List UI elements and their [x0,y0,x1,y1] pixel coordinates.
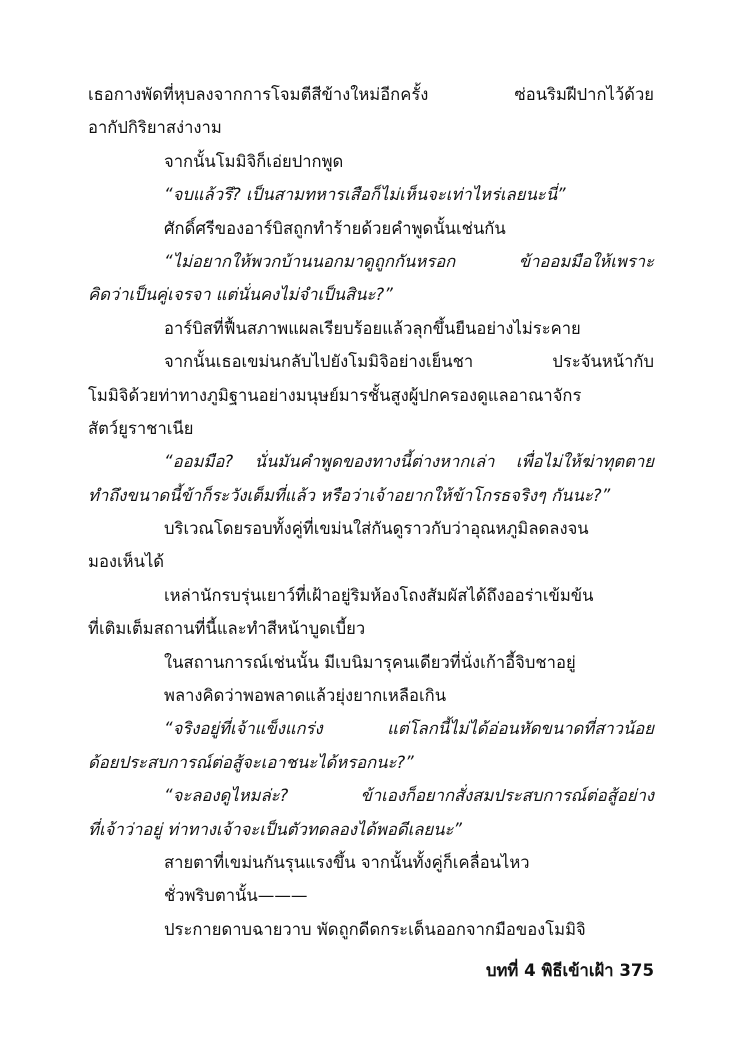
body-line: จากนั้นเธอเขม่นกลับไปยังโมมิจิอย่างเย็นชา ประจันหน้ากับ [164,352,654,372]
body-line: จากนั้นโมมิจิก็เอ่ยปากพูด [164,151,344,171]
page-body [88,78,654,946]
body-line: ประกายดาบฉายวาบ พัดถูกดีดกระเด็นออกจากมือของโมมิจิ [164,919,586,939]
quote-line: ที่เจ้าว่าอยู่ ท่าทางเจ้าจะเป็นตัวทดลองได้พอดีเลยนะ” [88,819,463,839]
body-line: สายตาที่เขม่นกันรุนแรงขึ้น จากนั้นทั้งคู่ก็เคลื่อนไหว [164,852,530,872]
quote-line: “จะลองดูไหมล่ะ? ข้าเองก็อยากสั่งสมประสบการณ์ต่อสู้อย่าง [164,786,654,806]
body-line: บริเวณโดยรอบทั้งคู่ที่เขม่นใส่กันดูราวกับว่าอุณหภูมิลดลงจน [164,519,589,539]
quote-line: “จบแล้วรึ? เป็นสามทหารเสือก็ไม่เห็นจะเท่าไหร่เลยนะนี่” [164,185,566,205]
body-line: เธอกางพัดที่หุบลงจากการโจมตีสีข้างใหม่อีกครั้ง ซ่อนริมฝีปากไว้ด้วย [88,85,654,104]
body-line: อาร์บิสที่ฟื้นสภาพแผลเรียบร้อยแล้วลุกขึ้นยืนอย่างไม่ระคาย [164,318,581,338]
body-line: ในสถานการณ์เช่นนั้น มีเบนิมารุคนเดียวที่นั่งเก้าอี้จิบชาอยู่ [164,652,576,672]
body-line: พลางคิดว่าพอพลาดแล้วยุ่งยากเหลือเกิน [164,686,447,706]
page-footer: บทที่ 4 พิธีเข้าเฝ้า 375 [485,961,654,980]
body-line: โมมิจิด้วยท่าทางภูมิฐานอย่างมนุษย์มารชั้นสูงผู้ปกครองดูแลอาณาจักร [88,385,582,405]
quote-line: “จริงอยู่ที่เจ้าแข็งแกร่ง แต่โลกนี้ไม่ได้อ่อนหัดขนาดที่สาวน้อย [164,719,654,739]
body-line: ที่เติมเต็มสถานที่นี้และทำสีหน้าบูดเบี้ยว [88,619,366,639]
quote-line: “ไม่อยากให้พวกบ้านนอกมาดูถูกกันหรอก ข้าออมมือให้เพราะ [164,251,654,271]
body-line: อากัปกิริยาสง่างาม [88,118,222,138]
quote-line: ทำถึงขนาดนี้ข้าก็ระวังเต็มที่แล้ว หรือว่าเจ้าอยากให้ข้าโกรธจริงๆ กันนะ?” [88,485,611,505]
quote-line: คิดว่าเป็นคู่เจรจา แต่นั่นคงไม่จำเป็นสินะ?” [88,285,393,305]
body-line: ศักดิ์ศรีของอาร์บิสถูกทำร้ายด้วยคำพูดนั้นเช่นกัน [164,218,506,238]
body-line: มองเห็นได้ [88,552,165,572]
body-line: ชั่วพริบตานั้น——— [164,886,308,906]
body-line: เหล่านักรบรุ่นเยาว์ที่เฝ้าอยู่ริมห้องโถงสัมผัสได้ถึงออร่าเข้มข้น [164,585,594,605]
quote-line: ด้อยประสบการณ์ต่อสู้จะเอาชนะได้หรอกนะ?” [88,752,414,772]
body-line: สัตว์ยูราชาเนีย [88,418,194,438]
quote-line: “ออมมือ? นั่นมันคำพูดของทางนี้ต่างหากเล่า เพื่อไม่ให้ฆ่าทุตตาย [164,452,654,472]
